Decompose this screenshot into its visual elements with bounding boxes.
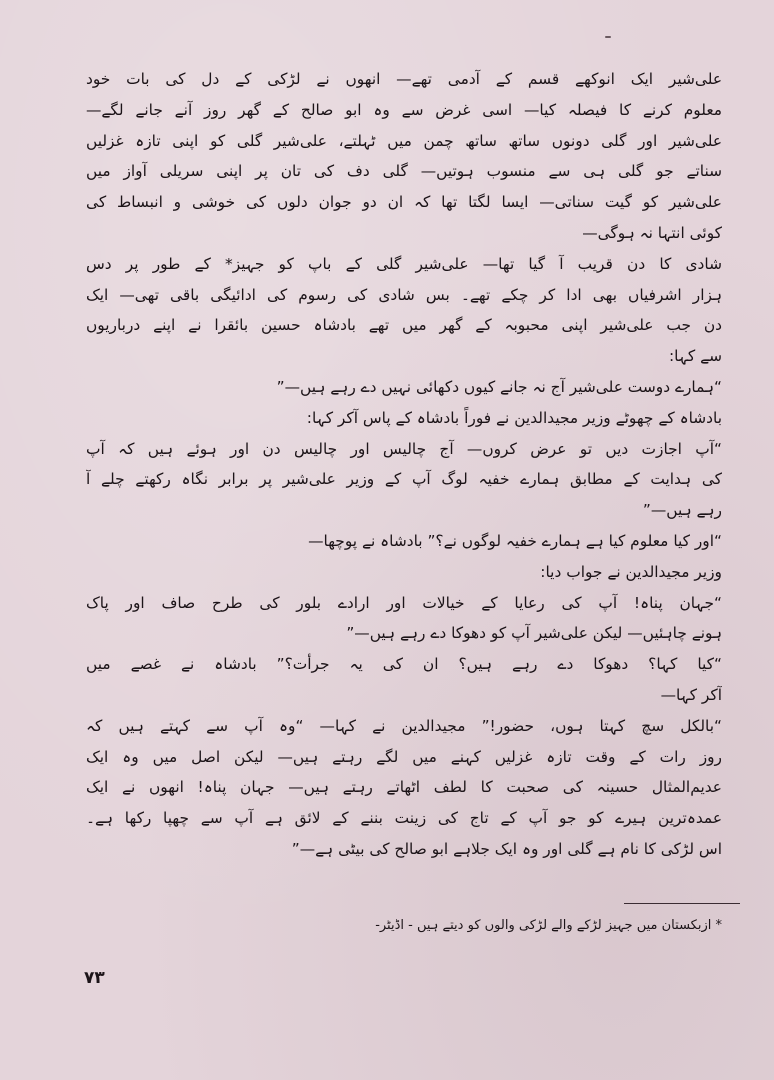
text-line: “بالکل سچ کہتا ہوں، حضور!” مجیدالدین نے کہا— “وہ آپ سے کہتے ہیں کہ [86, 716, 722, 735]
text-line: بادشاہ کے چھوٹے وزیر مجیدالدین نے فوراً بادشاہ کے پاس آکر کہا: [306, 408, 722, 427]
footnote-divider [624, 903, 740, 904]
text-line: رہے ہیں—” [642, 501, 722, 520]
footnote: * ازبکستان میں جہیز لڑکے والے لڑکی والوں کو دیتے ہیں - اڈیٹر- [375, 918, 722, 933]
page-number: ۷۳ [84, 968, 105, 988]
text-line: کی ہدایت کے مطابق ہمارے خفیہ لوگ آپ کے وزیر علی‌شیر پر برابر نگاہ رکھتے چلے آ [86, 470, 722, 489]
text-line: عمدہ‌ترین ہیرے کو جو آپ کے تاج کی زینت بننے کے لائق ہے آپ سے چھپا رکھا ہے۔ [86, 809, 722, 828]
text-line: شادی کا دن قریب آ گیا تھا— علی‌شیر گلی کے باپ کو جہیز* کے طور پر دس [86, 254, 722, 273]
text-line: سے کہا: [668, 347, 722, 366]
print-speck [605, 36, 611, 38]
text-line: کوئی انتہا نہ ہوگی— [582, 223, 722, 242]
text-line: علی‌شیر کو گیت سناتی— ایسا لگتا تھا کہ ان دو جوان دلوں کی خوشی و انبساط کی [86, 193, 722, 212]
text-line: سناتے جو گلی ہی سے منسوب ہوتیں— گلی دف کی تان پر اپنی سریلی آواز میں [86, 162, 722, 181]
text-line: معلوم کرنے کا فیصلہ کیا— اسی غرض سے وہ ابو صالح کے گھر روز آنے جانے لگے— [86, 100, 722, 119]
text-line: “کیا کہا؟ دھوکا دے رہے ہیں؟ ان کی یہ جرأت؟” بادشاہ نے غصے میں [86, 655, 722, 674]
text-line: روز رات کے وقت تازہ غزلیں کہنے میں لگے رہتے ہیں— لیکن اصل میں وہ ایک [86, 747, 722, 766]
text-line: دن جب علی‌شیر اپنی محبوبہ کے گھر میں تھے بادشاہ حسین بائقرا نے اپنے درباریوں [86, 316, 722, 335]
text-line: “ہمارے دوست علی‌شیر آج نہ جانے کیوں دکھائی نہیں دے رہے ہیں—” [276, 377, 722, 396]
text-line: آکر کہا— [660, 685, 722, 704]
text-line: “آپ اجازت دیں تو عرض کروں— آج چالیس اور چالیس دن اور ہوئے ہیں کہ آپ [86, 439, 722, 458]
text-line: علی‌شیر اور گلی دونوں ساتھ ساتھ چمن میں ٹہلتے، علی‌شیر گلی کو اپنی تازہ غزلیں [86, 131, 722, 150]
text-line: علی‌شیر ایک انوکھے قسم کے آدمی تھے— انھوں نے لڑکی کے دل کی بات خود [86, 70, 722, 88]
text-line: “اور کیا معلوم کیا ہے ہمارے خفیہ لوگوں نے؟” بادشاہ نے پوچھا— [308, 531, 722, 550]
body-text [86, 64, 722, 865]
text-line: “جہان پناہ! آپ کی رعایا کے خیالات اور ارادے بلور کی طرح صاف اور پاک [86, 593, 722, 612]
text-line: ہونے چاہئیں— لیکن علی‌شیر آپ کو دھوکا دے رہے ہیں—” [346, 624, 722, 643]
text-line: اس لڑکی کا نام ہے گلی اور وہ ایک جلاہے ابو صالح کی بیٹی ہے—” [291, 839, 722, 858]
text-line: وزیر مجیدالدین نے جواب دیا: [540, 562, 722, 581]
text-line: ہزار اشرفیاں بھی ادا کر چکے تھے۔ بس شادی کی رسوم کی ادائیگی باقی تھی— ایک [86, 285, 722, 304]
text-line: عدیم‌المثال حسینہ کی صحبت کا لطف اٹھاتے رہتے ہیں— جہان پناہ! انھوں نے ایک [86, 778, 722, 797]
